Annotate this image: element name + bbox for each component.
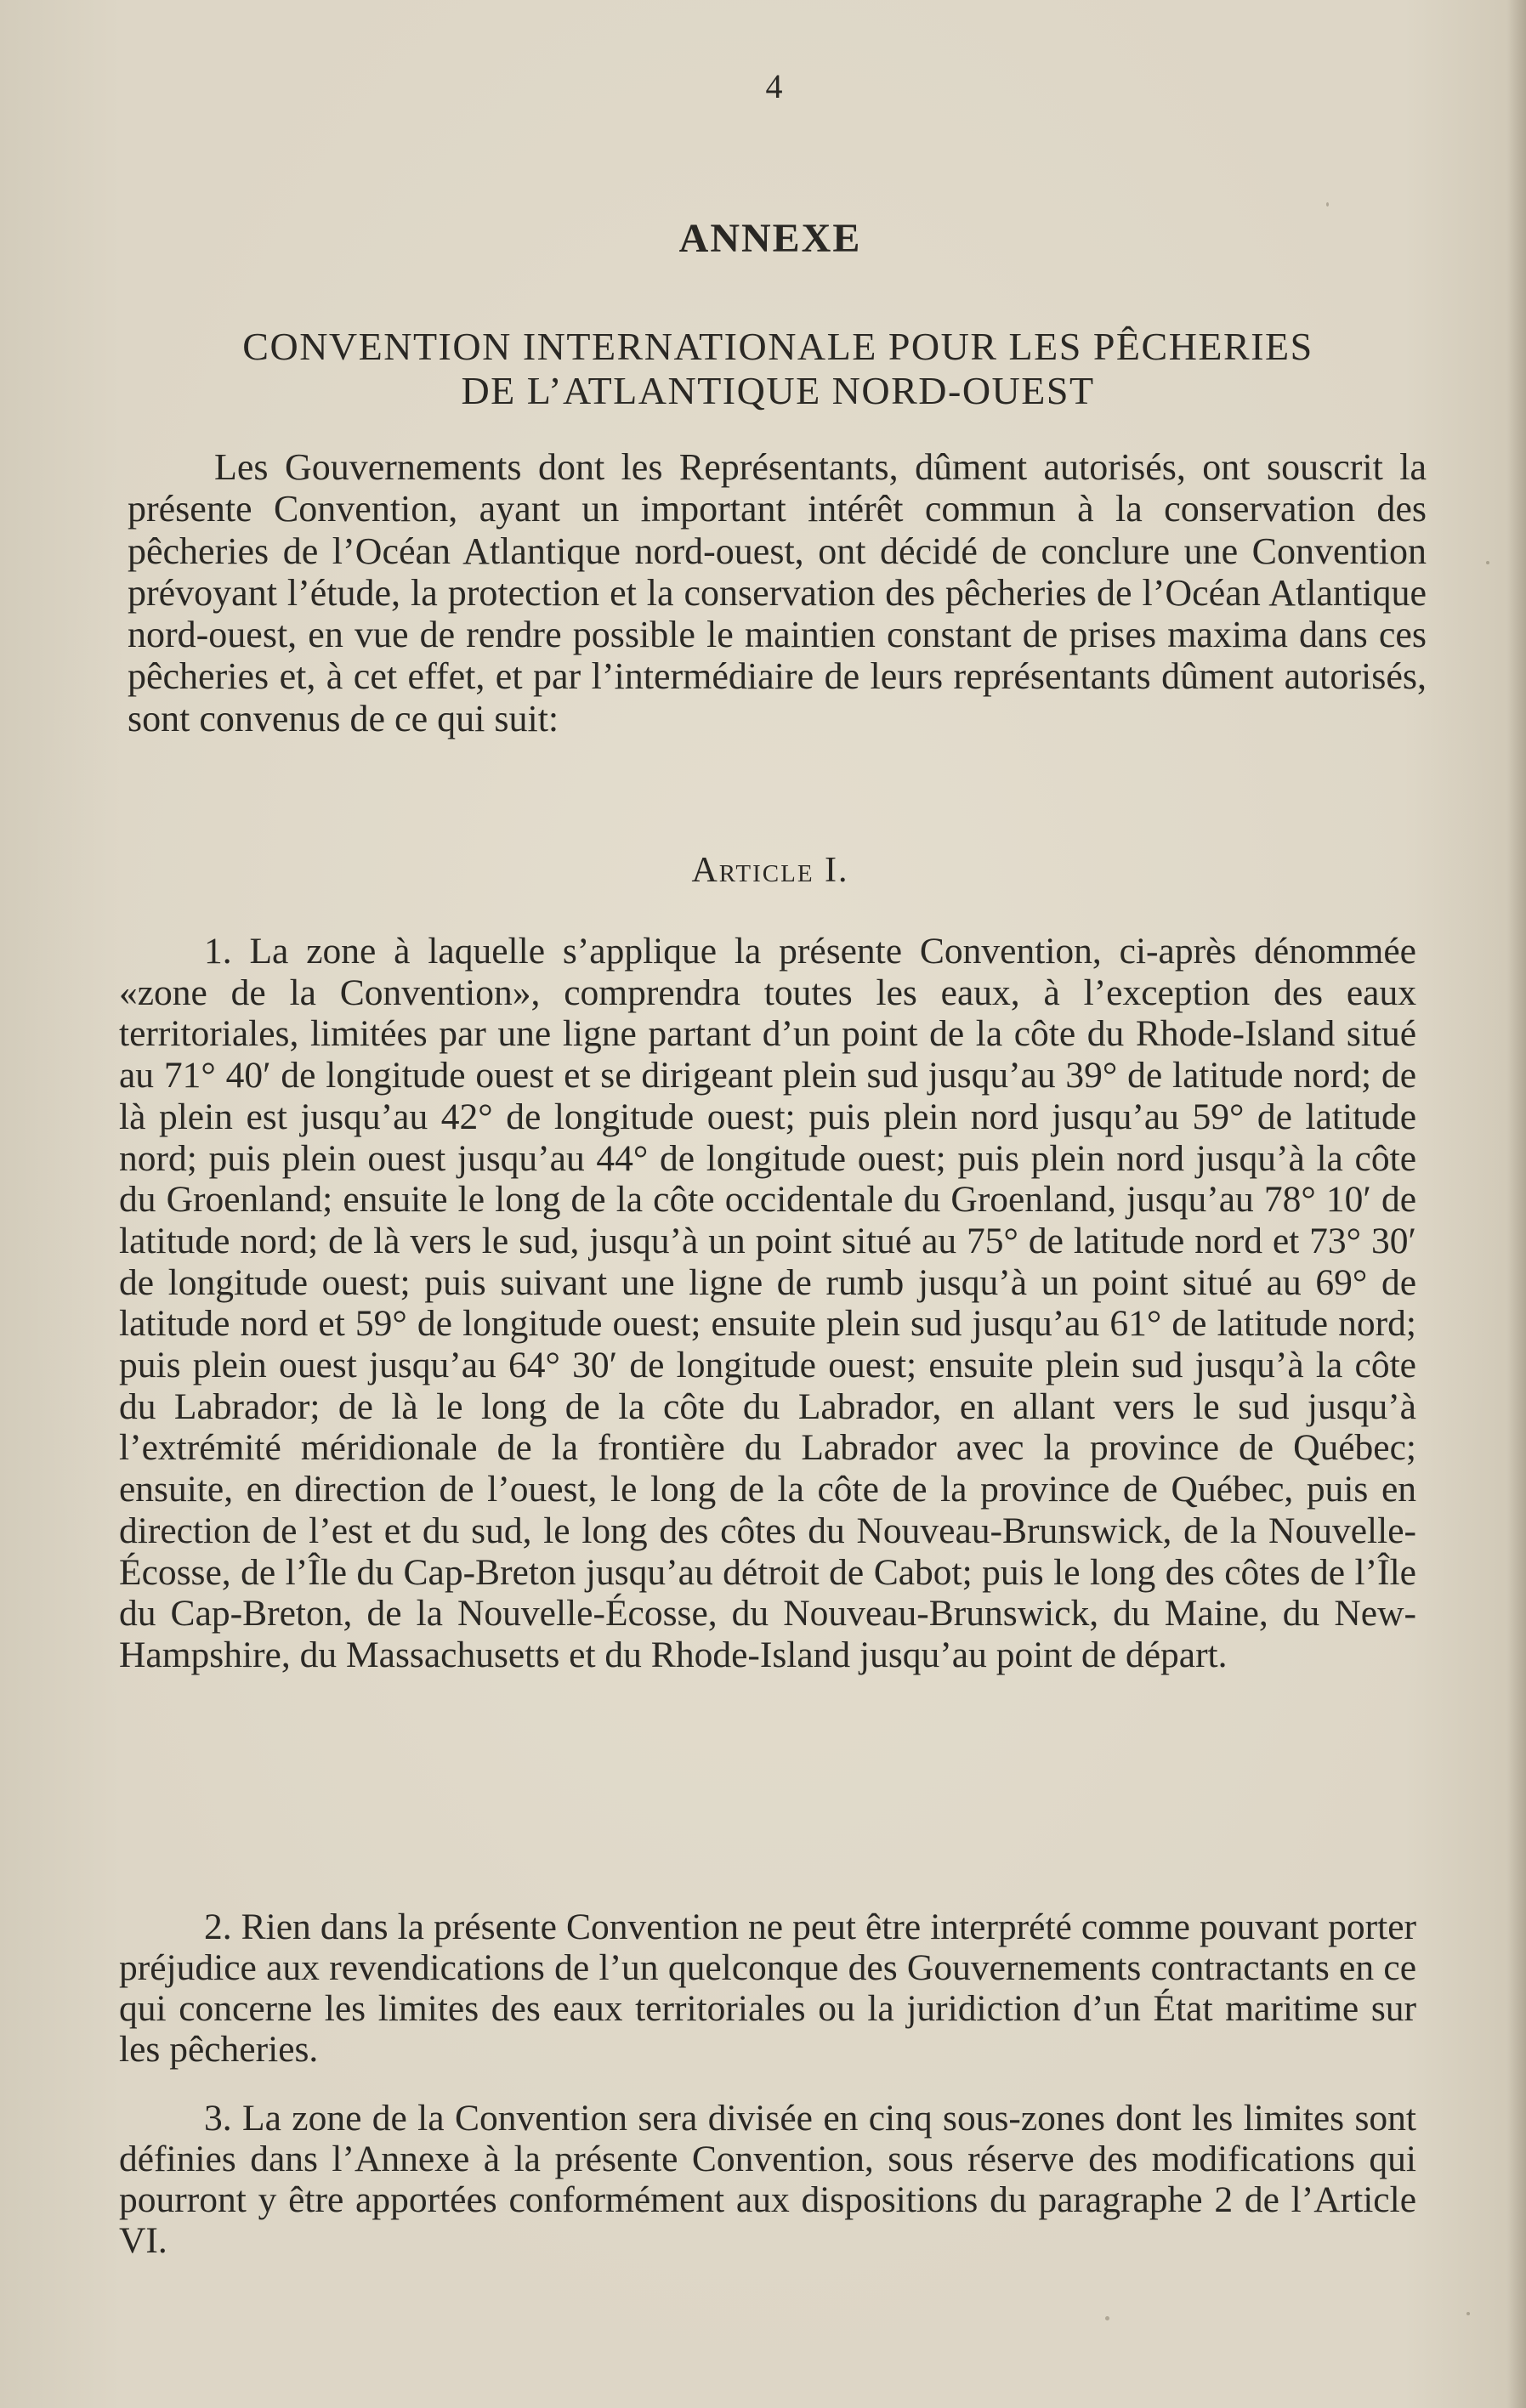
paper-speck bbox=[1466, 2312, 1470, 2315]
article-heading: Article I. bbox=[691, 851, 849, 890]
page-number: 4 bbox=[765, 67, 784, 105]
preamble-paragraph: Les Gouvernements dont les Représentants, dûment autorisés, ont souscrit la présente Convention, ayant un important intérêt commun à la conservation des pêcheries de l’Océan Atlantique nord-ouest, ont décidé de conclure une Convention prévoyant l’étude, la protection et la conservation des pêcheries de l’Océan Atlantique nord-ouest, en vue de rendre possible le maintien constant de prises maxima dans ces pêcheries et, à cet effet, et par l’intermédiaire de leurs représentants dûment autorisés, sont convenus de ce qui suit: bbox=[128, 446, 1427, 739]
paper-speck bbox=[1486, 561, 1489, 564]
article-paragraph-3: 3. La zone de la Convention sera divisée en cinq sous-zones dont les limites sont définies dans l’Annexe à la présente Convention, sous réserve des modifications qui pourront y être apportées conformément aux dispositions du paragraphe 2 de l’Article VI. bbox=[119, 2098, 1416, 2261]
article-paragraph-2: 2. Rien dans la présente Convention ne peut être interprété comme pouvant porter préjudice aux revendications de l’un quelconque des Gouvernements contractants en ce qui concerne les limites des eaux territoriales ou la juridiction d’un État maritime sur les pêcheries. bbox=[119, 1907, 1416, 2070]
convention-title-line-1: CONVENTION INTERNATIONALE POUR LES PÊCHERIES bbox=[242, 325, 1313, 368]
paper-speck bbox=[1105, 2316, 1109, 2320]
convention-title bbox=[128, 325, 1428, 413]
convention-title-line-2: DE L’ATLANTIQUE NORD-OUEST bbox=[461, 369, 1095, 412]
page-edge-shadow bbox=[1507, 0, 1526, 2408]
paper-speck bbox=[1326, 202, 1329, 207]
article-paragraph-1: 1. La zone à laquelle s’applique la présente Convention, ci-après dénommée «zone de la Convention», comprendra toutes les eaux, à l’exception des eaux territoriales, limitées par une ligne partant d’un point de la côte du Rhode-Island situé au 71° 40′ de longitude ouest et se dirigeant plein sud jusqu’au 39° de latitude nord; de là plein est jusqu’au 42° de longitude ouest; puis plein nord jusqu’au 59° de latitude nord; puis plein ouest jusqu’au 44° de longitude ouest; puis plein nord jusqu’à la côte du Groenland; ensuite le long de la côte occidentale du Groenland, jusqu’au 78° 10′ de latitude nord; de là vers le sud, jusqu’à un point situé au 75° de latitude nord et 73° 30′ de longitude ouest; puis suivant une ligne de rumb jusqu’à un point situé au 69° de latitude nord et 59° de longitude ouest; ensuite plein sud jusqu’au 61° de latitude nord; puis plein ouest jusqu’au 64° 30′ de longitude ouest; ensuite plein sud jusqu’à la côte du Labrador; de là le long de la côte du Labrador, en allant vers le sud jusqu’à l’extrémité méridionale de la frontière du Labrador avec la province de Québec; ensuite, en direction de l’ouest, le long de la côte de la province de Québec, puis en direction de l’est et du sud, le long des côtes du Nouveau-Brunswick, de la Nouvelle-Écosse, de l’Île du Cap-Breton jusqu’au détroit de Cabot; puis le long des côtes de l’Île du Cap-Breton, de la Nouvelle-Écosse, du Nouveau-Brunswick, du Maine, du New-Hampshire, du Massachusetts et du Rhode-Island jusqu’au point de départ. bbox=[119, 931, 1416, 1675]
annex-heading: ANNEXE bbox=[678, 216, 862, 261]
